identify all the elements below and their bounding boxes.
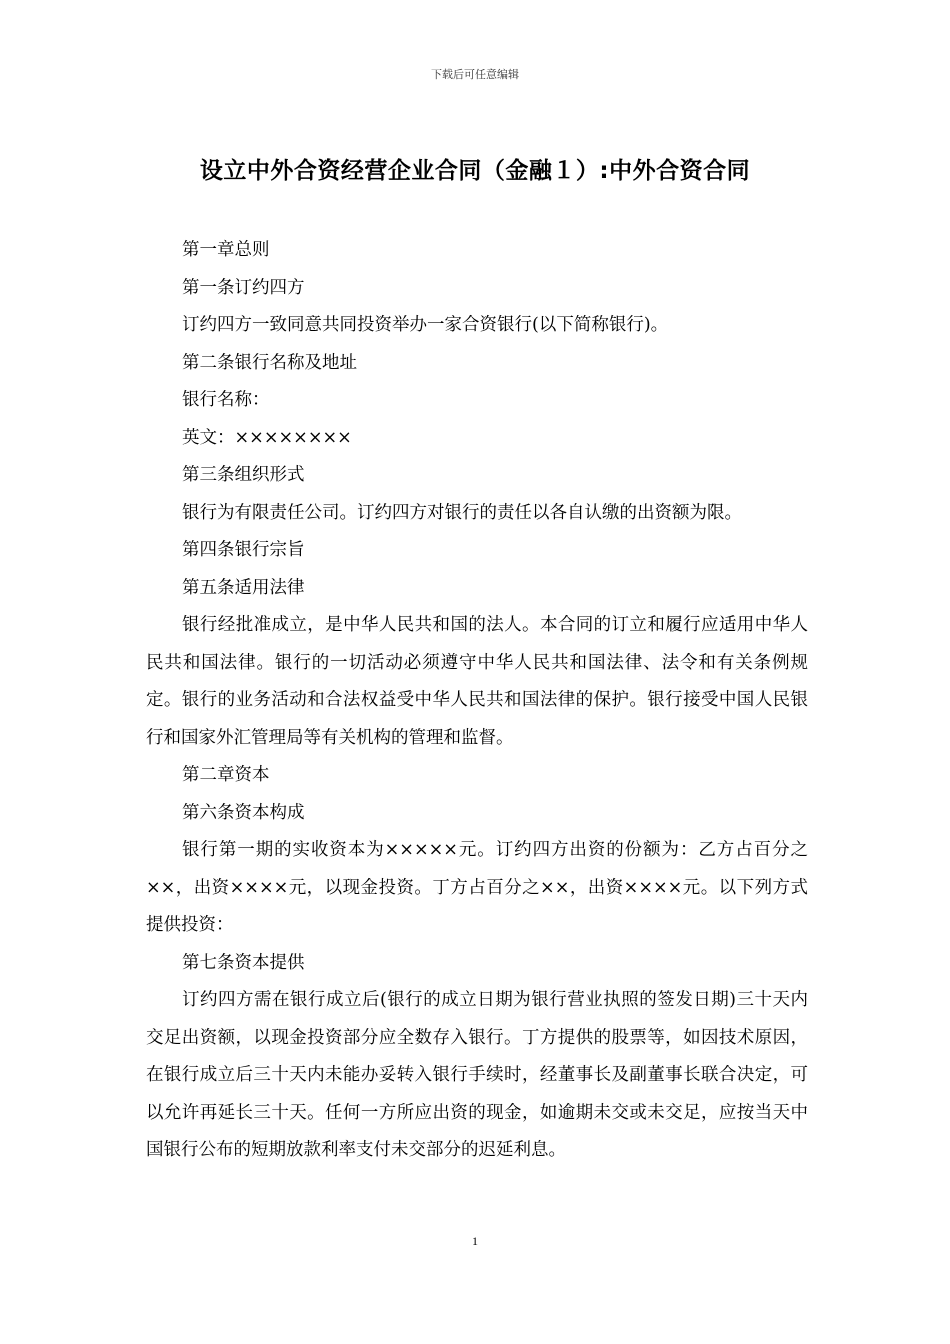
paragraph: 银行为有限责任公司。订约四方对银行的责任以各自认缴的出资额为限。 <box>182 502 742 523</box>
document-title: 设立中外合资经营企业合同（金融１）:中外合资合同 <box>199 158 751 184</box>
page-number: 1 <box>472 1234 478 1248</box>
document-body <box>146 232 808 1170</box>
paragraph: 订约四方需在银行成立后(银行的成立日期为银行营业执照的签发日期)三十天内交足出资额，以现金投资部分应全数存入银行。丁方提供的股票等，如因技术原因，在银行成立后三十天内未能办妥转入银行手续时，经董事长及副董事长联合决定，可以允许再延长三十天。任何一方所应出资的现金，如逾期未交或未交足，应按当天中国银行公布的短期放款利率支付未交部分的迟延利息。 <box>146 990 808 1160</box>
paragraph: 订约四方一致同意共同投资举办一家合资银行(以下简称银行)。 <box>182 315 669 335</box>
article-heading: 第四条银行宗旨 <box>182 540 305 560</box>
paragraph: 银行第一期的实收资本为×××××元。订约四方出资的份额为：乙方占百分之××，出资××××元，以现金投资。丁方占百分之××，出资××××元。以下列方式提供投资： <box>146 840 808 935</box>
article-heading: 第六条资本构成 <box>182 802 305 823</box>
article-heading: 第七条资本提供 <box>182 952 305 973</box>
paragraph: 英文：×××××××× <box>182 427 352 448</box>
article-heading: 第一条订约四方 <box>182 277 305 298</box>
article-heading: 第二条银行名称及地址 <box>182 352 357 373</box>
chapter-heading: 第一章总则 <box>182 240 270 260</box>
paragraph: 银行名称： <box>182 390 270 410</box>
header-note: 下载后可任意编辑 <box>431 68 519 81</box>
chapter-heading: 第二章资本 <box>182 765 270 785</box>
article-heading: 第五条适用法律 <box>182 577 305 598</box>
article-heading: 第三条组织形式 <box>182 465 305 485</box>
paragraph: 银行经批准成立，是中华人民共和国的法人。本合同的订立和履行应适用中华人民共和国法律。银行的一切活动必须遵守中华人民共和国法律、法令和有关条例规定。银行的业务活动和合法权益受中华人民共和国法律的保护。银行接受中国人民银行和国家外汇管理局等有关机构的管理和监督。 <box>146 615 808 748</box>
